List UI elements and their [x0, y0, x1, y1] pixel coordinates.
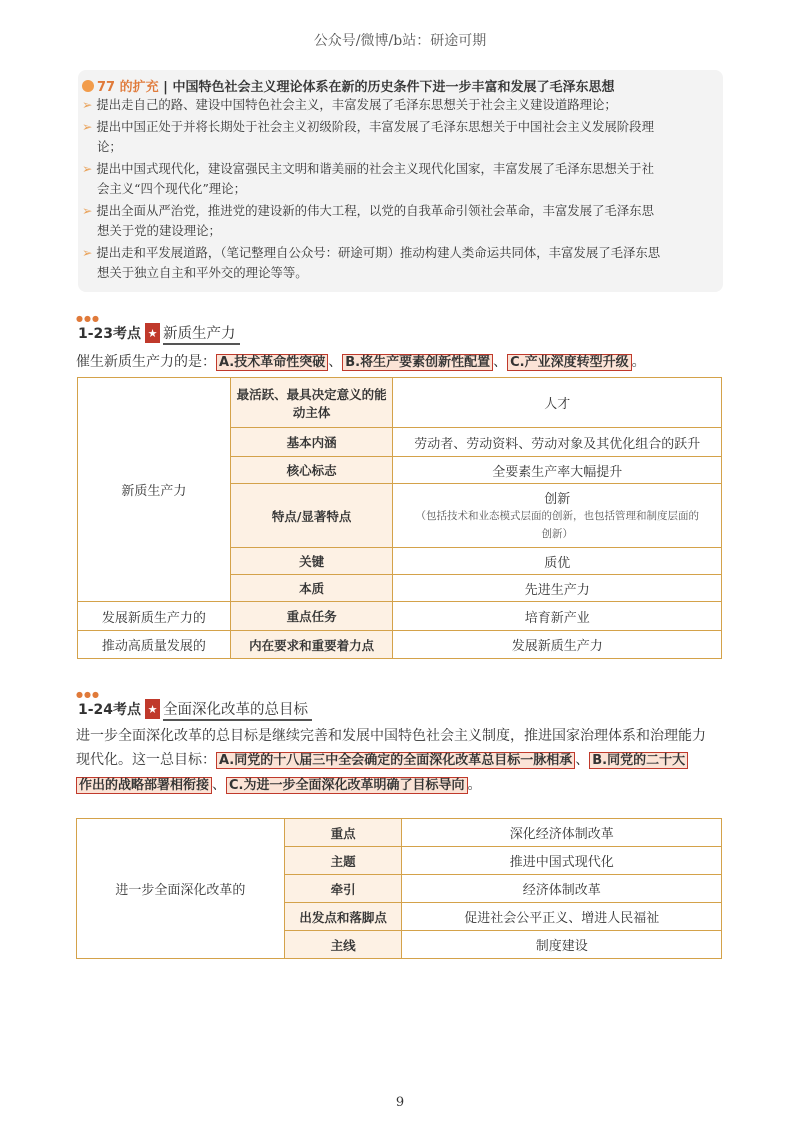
arrow-icon: ➢: [82, 203, 93, 218]
row-value: 质优: [393, 548, 722, 575]
lightbulb-icon: [82, 80, 94, 92]
arrow-icon: ➢: [82, 161, 93, 176]
page-number: 9: [395, 1095, 405, 1110]
option-c: C.产业深度转型升级: [507, 354, 631, 371]
row-label: 主线: [284, 931, 402, 959]
row-label: 基本内涵: [230, 428, 393, 457]
option-c: C.为进一步全面深化改革明确了目标导向: [226, 777, 467, 794]
option-a: A.同党的十八届三中全会确定的全面深化改革总目标一脉相承: [216, 752, 575, 769]
group-cell: 新质生产力: [78, 378, 231, 602]
row-label: 本质: [230, 575, 393, 602]
page-header: 公众号/微博/b站：研途可期: [313, 33, 487, 49]
expansion-item: ➢ 提出全面从严治党，推进党的建设新的伟大工程，以党的自我革命引领社会革命，丰富发展了毛泽东思 想关于党的建设理论；: [82, 203, 654, 238]
row-value: 促进社会公平正义、增进人民福祉: [402, 903, 722, 931]
intro-paragraph: 催生新质生产力的是： A.技术革命性突破 、 B.将生产要素创新性配置 、 C.产业深度转型升级 。: [76, 354, 646, 370]
expansion-item: ➢ 提出中国正处于并将长期处于社会主义初级阶段，丰富发展了毛泽东思想关于中国社会主义发展阶段理 论；: [82, 119, 654, 154]
row-value: 深化经济体制改革: [402, 819, 722, 847]
row-label: 重点: [284, 819, 402, 847]
arrow-icon: ➢: [82, 119, 93, 134]
section-number: 1-24考点: [78, 702, 142, 718]
expansion-box: [78, 70, 723, 292]
expansion-title: [82, 76, 614, 95]
row-label: 核心标志: [230, 457, 393, 484]
star-icon: ★: [145, 699, 160, 719]
section-number: 1-23考点: [78, 326, 142, 342]
table-row: [78, 378, 722, 428]
row-value: 培育新产业: [393, 602, 722, 631]
row-label: 主题: [284, 847, 402, 875]
deepening-reform-table: [76, 818, 722, 959]
section-title: 全面深化改革的总目标: [163, 698, 312, 721]
row-value: 人才: [393, 378, 722, 428]
row-label: 内在要求和重要着力点: [230, 631, 393, 659]
section-heading: [76, 699, 312, 719]
expansion-badge: 77 的扩充: [97, 80, 159, 95]
row-note: （包括技术和业态模式层面的创新，也包括管理和制度层面的创新）: [415, 510, 699, 540]
row-label: 牵引: [284, 875, 402, 903]
row-value: 推进中国式现代化: [402, 847, 722, 875]
row-value: 创新 （包括技术和业态模式层面的创新，也包括管理和制度层面的创新）: [393, 484, 722, 548]
row-left: 发展新质生产力的: [78, 602, 231, 631]
row-value: 劳动者、劳动资料、劳动对象及其优化组合的跃升: [393, 428, 722, 457]
table-row: [77, 819, 722, 847]
section-dots: ●●●: [76, 314, 100, 323]
expansion-item: ➢ 提出走自己的路、建设中国特色社会主义，丰富发展了毛泽东思想关于社会主义建设道路理论；: [82, 97, 617, 112]
row-label: 重点任务: [230, 602, 393, 631]
section-heading: [76, 323, 240, 343]
row-value: 经济体制改革: [402, 875, 722, 903]
section-dots: ●●●: [76, 690, 100, 699]
expansion-item: ➢ 提出中国式现代化，建设富强民主文明和谐美丽的社会主义现代化国家，丰富发展了毛泽东思想关于社 会主义“四个现代化”理论；: [82, 161, 654, 196]
option-b: B.同党的二十大: [589, 752, 688, 769]
expansion-separator: |: [163, 80, 168, 95]
star-icon: ★: [145, 323, 160, 343]
row-label: 出发点和落脚点: [284, 903, 402, 931]
row-value: 全要素生产率大幅提升: [393, 457, 722, 484]
option-b: B.将生产要素创新性配置: [342, 354, 493, 371]
row-label: 关键: [230, 548, 393, 575]
row-label: 最活跃、最具决定意义的能动主体: [230, 378, 393, 428]
new-productive-forces-table: [77, 377, 722, 659]
row-left: 推动高质量发展的: [78, 631, 231, 659]
section-title: 新质生产力: [163, 322, 240, 345]
option-b-cont: 作出的战略部署相衔接: [76, 777, 212, 794]
option-a: A.技术革命性突破: [216, 354, 328, 371]
table-row: [78, 602, 722, 631]
row-value: 先进生产力: [393, 575, 722, 602]
arrow-icon: ➢: [82, 97, 93, 112]
row-value: 发展新质生产力: [393, 631, 722, 659]
row-label: 特点/显著特点: [230, 484, 393, 548]
table-row: [78, 631, 722, 659]
expansion-heading: 中国特色社会主义理论体系在新的历史条件下进一步丰富和发展了毛泽东思想: [172, 80, 615, 95]
arrow-icon: ➢: [82, 245, 93, 260]
goal-paragraph: 进一步全面深化改革的总目标是继续完善和发展中国特色社会主义制度，推进国家治理体系和治理能力 现代化。这一总目标： A.同党的十八届三中全会确定的全面深化改革总目标一脉相承 、 B.同党的二十大 作出的战略部署相衔接 、 C.为进一步全面深化改革明确了目标导向 。: [76, 728, 706, 793]
row-value: 制度建设: [402, 931, 722, 959]
group-cell: 进一步全面深化改革的: [77, 819, 285, 959]
expansion-item: ➢ 提出走和平发展道路，（笔记整理自公众号：研途可期）推动构建人类命运共同体，丰富发展了毛泽东思 想关于独立自主和平外交的理论等等。: [82, 245, 661, 280]
